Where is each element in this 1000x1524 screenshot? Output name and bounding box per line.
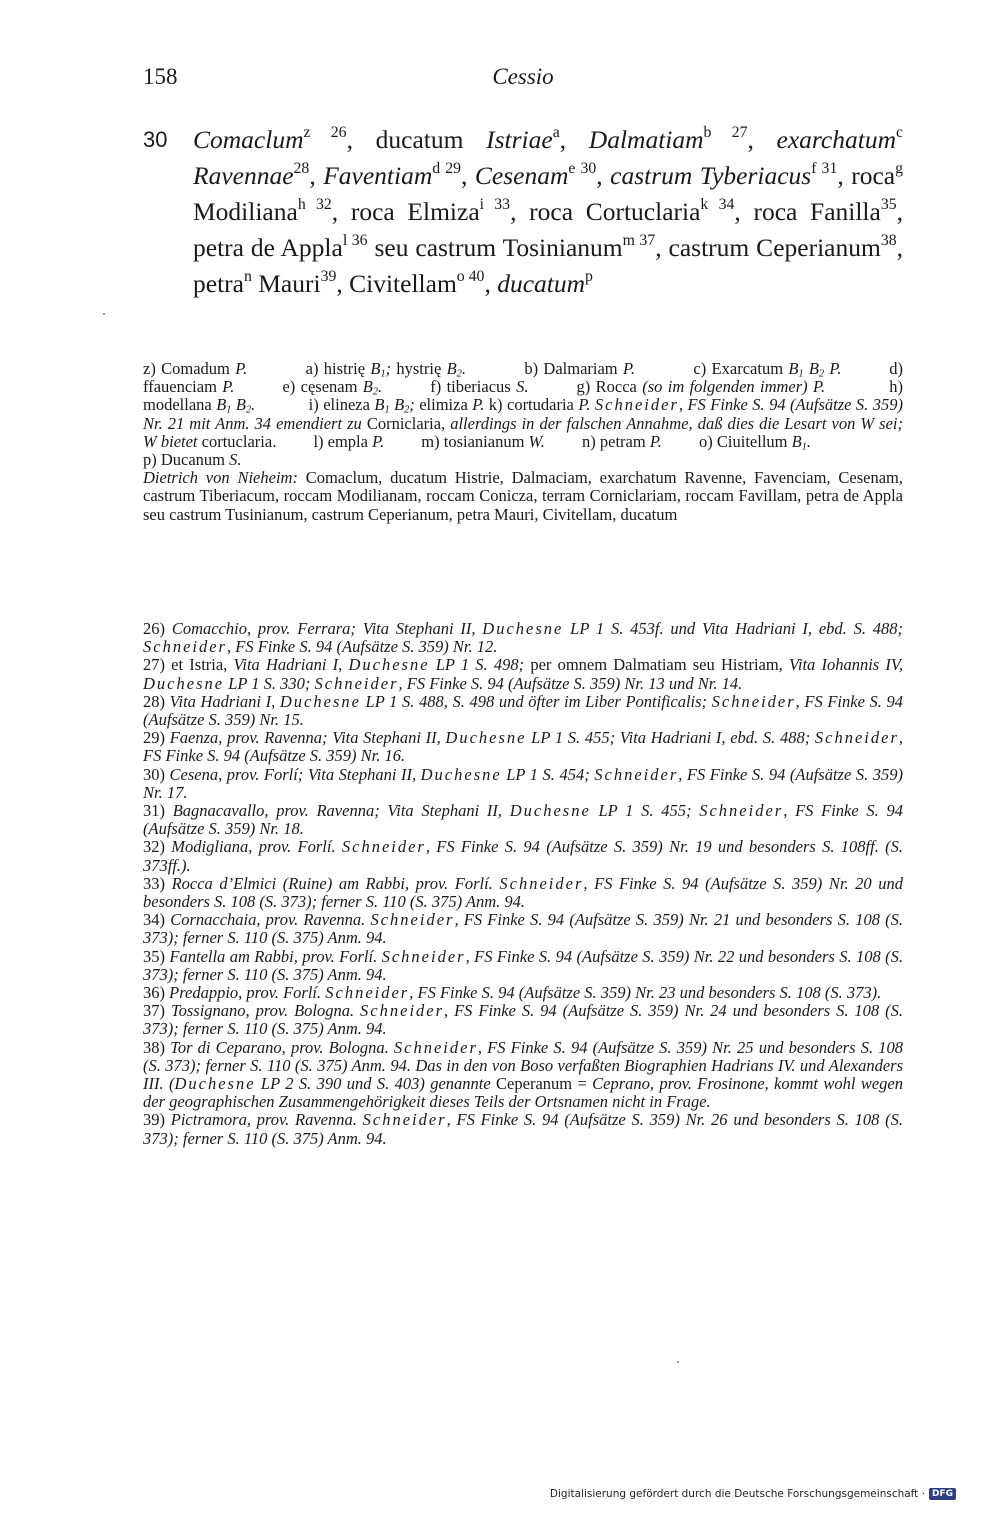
footnote: 38) Tor di Ceparano, prov. Bologna. Schneider, FS Finke S. 94 (Aufsätze S. 359) Nr. 25 und besonders S. 108 (S. 373); ferner S. 110 (S. 375) Anm. 94. Das in den von Boso verfaßten Biographien Hadrians IV. und Alexanders III. (Duchesne LP 2 S. 390 und S. 403) genannte Ceperanum = Ceprano, prov. Frosinone, kommt wohl wegen der geographischen Zusammengehörigkeit dieses Teils der Ortsnamen nicht in Frage.: [143, 1037, 903, 1112]
digitization-footer: [550, 1488, 956, 1500]
footnote: 37) Tossignano, prov. Bologna. Schneider, FS Finke S. 94 (Aufsätze S. 359) Nr. 24 und besonders S. 108 (S. 373); ferner S. 110 (S. 375) Anm. 94.: [143, 1001, 903, 1039]
dfg-logo: DFG: [929, 1488, 956, 1500]
critical-apparatus: [143, 360, 903, 524]
running-head: Cessio: [492, 64, 554, 89]
main-text: [143, 122, 903, 302]
footer-text: Digitalisierung gefördert durch die Deutsche Forschungsgemeinschaft ·: [549, 1488, 925, 1500]
main-text-paragraph: Comaclum$^{z 26}$, ducatum Istriae$^a$, Dalmatiam$^{b 27}$, exarchatum$^c$ Ravennae$^{28}$, Faventiam$^{d 29}$, Cesenam$^{e 30}$, castrum Tyberiacus$^{f 31}$, roca$^g$ Modiliana$^{h 32}$, roca Elmiza$^{i 33}$, roca Cortuclaria$^{k 34}$, roca Fanilla$^{35}$, petra de Appla$^{l 36}$ seu castrum Tosinianum$^{m 37}$, castrum Ceperianum$^{38}$, petra$^n$ Mauri$^{39}$, Civitellam$^{o 40}$, ducatum$^p$: [193, 123, 904, 298]
footnote: 26) Comacchio, prov. Ferrara; Vita Stephani II, Duchesne LP 1 S. 453f. und Vita Hadriani I, ebd. S. 488; Schneider, FS Finke S. 94 (Aufsätze S. 359) Nr. 12.: [143, 619, 904, 657]
footnote: 30) Cesena, prov. Forlí; Vita Stephani II, Duchesne LP 1 S. 454; Schneider, FS Finke S. 94 (Aufsätze S. 359) Nr. 17.: [143, 764, 904, 802]
footnote: 35) Fantella am Rabbi, prov. Forlí. Schneider, FS Finke S. 94 (Aufsätze S. 359) Nr. 22 und besonders S. 108 (S. 373); ferner S. 110 (S. 375) Anm. 94.: [143, 946, 904, 984]
footnote: 29) Faenza, prov. Ravenna; Vita Stephani II, Duchesne LP 1 S. 455; Vita Hadriani I, ebd. S. 488; Schneider, FS Finke S. 94 (Aufsätze S. 359) Nr. 16.: [143, 728, 903, 766]
footnote: 27) et Istria, Vita Hadriani I, Duchesne LP 1 S. 498; per omnem Dalmatiam seu Histriam, Vita Iohannis IV, Duchesne LP 1 S. 330; Schneider, FS Finke S. 94 (Aufsätze S. 359) Nr. 13 und Nr. 14.: [143, 655, 903, 693]
apparatus-variants: z) Comadum P. a) histrię $B_1$; hystrię $B_2$. b) Dalmariam P. c) Exarcatum $B_1$ $B_2$ P. d) ffauenciam P. e) cęsenam $B_2$. f) tiberiacus S. g) Rocca (so im folgenden immer) P. h) modellana $B_1$ $B_2$. i) elineza $B_1$ $B_2$; elimiza P. k) cortudaria P. Schneider, FS Finke S. 94 (Aufsätze S. 359) Nr. 21 mit Anm. 34 emendiert zu Corniclaria, allerdings in der falschen Annahme, daß dies die Lesart von W sei; W bietet cortuclaria. l) empla P. m) tosianianum W. n) petram P. o) Ciuitellum $B_1$. p) Ducanum S.: [143, 359, 904, 470]
scan-speck: [677, 1361, 679, 1363]
apparatus-dietrich: Dietrich von Nieheim: Comaclum, ducatum Histrie, Dalmaciam, exarchatum Ravenne, Favenciam, Cesenam, castrum Tiberiacum, roccam Modilianam, roccam Conicza, terram Corniclariam, roccam Favillam, petra de Appla seu castrum Tusinianum, castrum Ceperianum, petra Mauri, Civitellam, ducatum: [143, 468, 903, 524]
footnote: 36) Predappio, prov. Forlí. Schneider, FS Finke S. 94 (Aufsätze S. 359) Nr. 23 und besonders S. 108 (S. 373).: [143, 983, 882, 1003]
scan-speck: [103, 313, 105, 315]
line-number: 30: [143, 127, 168, 152]
page-header: [143, 64, 903, 98]
footnote: 33) Rocca d’Elmici (Ruine) am Rabbi, prov. Forlí. Schneider, FS Finke S. 94 (Aufsätze S. 359) Nr. 20 und besonders S. 108 (S. 373); ferner S. 110 (S. 375) Anm. 94.: [143, 873, 903, 912]
footnote: 39) Pictramora, prov. Ravenna. Schneider, FS Finke S. 94 (Aufsätze S. 359) Nr. 26 und besonders S. 108 (S. 373); ferner S. 110 (S. 375) Anm. 94.: [143, 1110, 904, 1148]
footnote: 28) Vita Hadriani I, Duchesne LP 1 S. 488, S. 498 und öfter im Liber Pontificalis; Schneider, FS Finke S. 94 (Aufsätze S. 359) Nr. 15.: [143, 691, 904, 730]
footnotes: [143, 620, 903, 1148]
footnote: 34) Cornacchaia, prov. Ravenna. Schneider, FS Finke S. 94 (Aufsätze S. 359) Nr. 21 und besonders S. 108 (S. 373); ferner S. 110 (S. 375) Anm. 94.: [143, 910, 904, 948]
footnote: 32) Modigliana, prov. Forlí. Schneider, FS Finke S. 94 (Aufsätze S. 359) Nr. 19 und besonders S. 108ff. (S. 373ff.).: [143, 837, 904, 875]
page-number: 158: [143, 64, 178, 89]
footnote: 31) Bagnacavallo, prov. Ravenna; Vita Stephani II, Duchesne LP 1 S. 455; Schneider, FS Finke S. 94 (Aufsätze S. 359) Nr. 18.: [143, 801, 904, 839]
